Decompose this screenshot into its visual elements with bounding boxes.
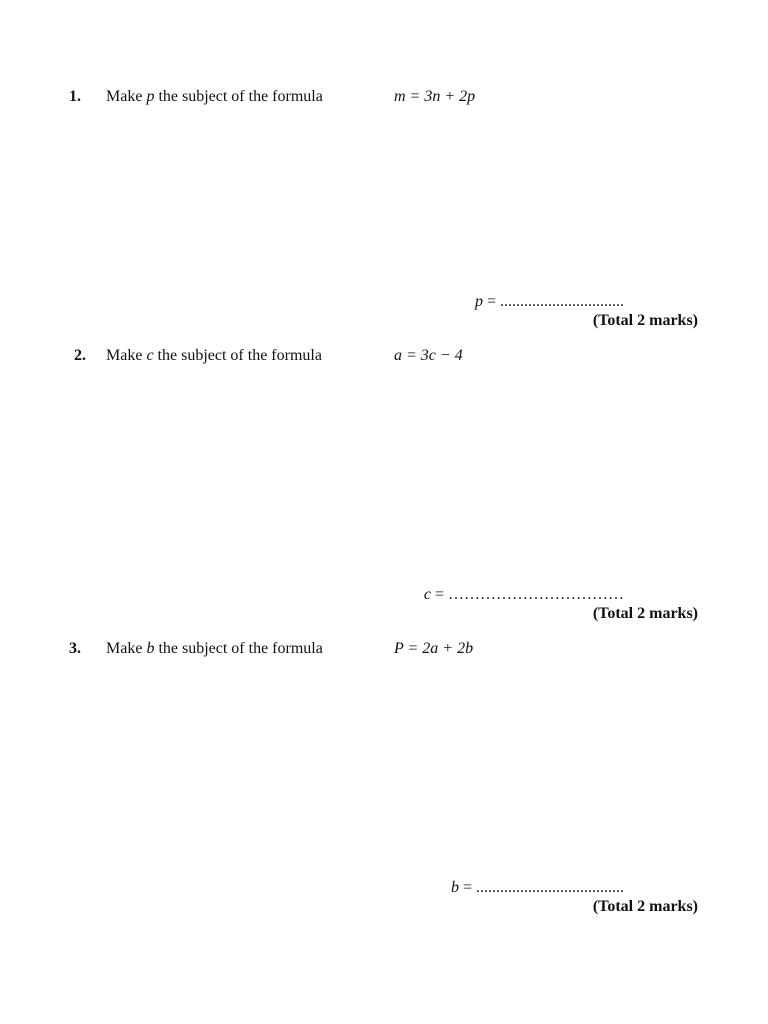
subject-variable: p: [146, 88, 155, 105]
subject-variable: b: [146, 640, 155, 657]
total-marks: (Total 2 marks): [592, 605, 698, 622]
question-prompt: [106, 88, 323, 106]
answer-variable: c: [423, 586, 431, 603]
prompt-text-before: Make: [106, 640, 147, 657]
question-prompt: [106, 640, 323, 658]
answer-dots: = .....................................: [458, 879, 624, 896]
question-number: 3.: [69, 640, 81, 657]
prompt-text-after: the subject of the formula: [154, 88, 323, 105]
prompt-text-after: the subject of the formula: [153, 347, 322, 364]
answer-line[interactable]: [475, 293, 624, 311]
prompt-text-after: the subject of the formula: [154, 640, 323, 657]
formula: m = 3n + 2p: [394, 88, 476, 105]
answer-dots: = ……………………………: [430, 586, 624, 603]
total-marks: (Total 2 marks): [592, 898, 698, 915]
answer-variable: b: [450, 879, 459, 896]
question-number: 1.: [69, 88, 81, 105]
answer-variable: p: [474, 293, 483, 310]
answer-line[interactable]: [424, 586, 624, 604]
question-prompt: [106, 347, 322, 365]
prompt-text-before: Make: [106, 347, 147, 364]
formula: a = 3c − 4: [394, 347, 463, 364]
formula: P = 2a + 2b: [394, 640, 474, 657]
subject-variable: c: [146, 347, 154, 364]
answer-line[interactable]: [451, 879, 624, 897]
total-marks: (Total 2 marks): [592, 312, 698, 329]
answer-dots: = ...............................: [482, 293, 624, 310]
prompt-text-before: Make: [106, 88, 147, 105]
question-number: 2.: [74, 347, 86, 364]
